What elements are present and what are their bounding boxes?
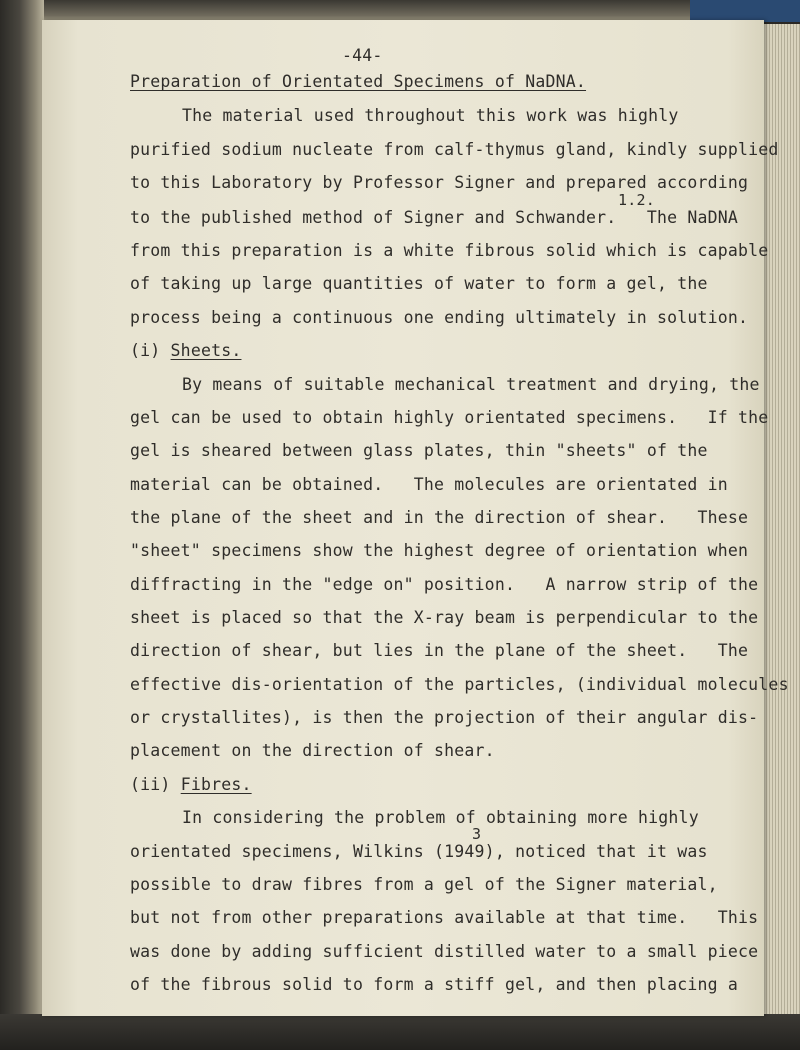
page-text <box>42 20 789 1016</box>
section-title: Sheets. <box>170 341 242 360</box>
scan-top-edge <box>0 0 800 22</box>
page-edges <box>758 24 800 1019</box>
paragraph-line: gel can be used to obtain highly orientated specimens. If the <box>130 408 769 427</box>
paragraph-line: gel is sheared between glass plates, thin "sheets" of the <box>130 441 708 460</box>
paragraph-line: process being a continuous one ending ultimately in solution. <box>130 308 749 327</box>
paragraph-line: By means of suitable mechanical treatment and drying, the <box>182 375 760 394</box>
section-title: Fibres. <box>180 775 252 794</box>
paragraph-line: sheet is placed so that the X-ray beam is perpendicular to the <box>130 608 759 627</box>
paragraph-line: of the fibrous solid to form a stiff gel, and then placing a <box>130 975 739 994</box>
paragraph-line: or crystallites), is then the projection of their angular dis- <box>130 708 759 727</box>
paragraph-line: "sheet" specimens show the highest degree of orientation when <box>130 541 749 560</box>
paragraph-line: direction of shear, but lies in the plane of the sheet. The <box>130 641 749 660</box>
paragraph-line: material can be obtained. The molecules are orientated in <box>130 475 728 494</box>
paragraph-line: purified sodium nucleate from calf-thymus gland, kindly supplied <box>130 140 779 159</box>
book-binding <box>0 0 44 1050</box>
paragraph-line: but not from other preparations available at that time. This <box>130 908 759 927</box>
paragraph-line: possible to draw fibres from a gel of the Signer material, <box>130 875 718 894</box>
paragraph-line: was done by adding sufficient distilled water to a small piece <box>130 942 759 961</box>
paragraph-line: diffracting in the "edge on" position. A narrow strip of the <box>130 575 759 594</box>
paragraph-line: In considering the problem of obtaining more highly <box>182 808 699 827</box>
document-page <box>42 20 789 1016</box>
scan-bottom-edge <box>0 1014 800 1050</box>
page-number: -44- <box>342 46 383 65</box>
paragraph-line: from this preparation is a white fibrous solid which is capable <box>130 241 769 260</box>
paragraph-line: to the published method of Signer and Schwander. The NaDNA <box>130 208 739 227</box>
paragraph-line: orientated specimens, Wilkins (1949), noticed that it was <box>130 842 708 861</box>
paragraph-line: of taking up large quantities of water to form a gel, the <box>130 274 708 293</box>
paragraph-line: placement on the direction of shear. <box>130 741 495 760</box>
paragraph-line: the plane of the sheet and in the direction of shear. These <box>130 508 749 527</box>
reference-superscript: 3 <box>472 825 482 843</box>
section-label: (i) <box>130 341 161 360</box>
section-heading-fibres <box>130 775 252 795</box>
reference-superscript: 1.2. <box>618 191 655 209</box>
paragraph-line: effective dis-orientation of the particles, (individual molecules <box>130 675 789 694</box>
section-heading-sheets <box>130 341 241 361</box>
paragraph-line: The material used throughout this work was highly <box>182 106 679 125</box>
page-title: Preparation of Orientated Specimens of NaDNA. <box>130 72 587 91</box>
section-label: (ii) <box>130 775 171 794</box>
paragraph-line: to this Laboratory by Professor Signer and prepared according <box>130 173 749 192</box>
